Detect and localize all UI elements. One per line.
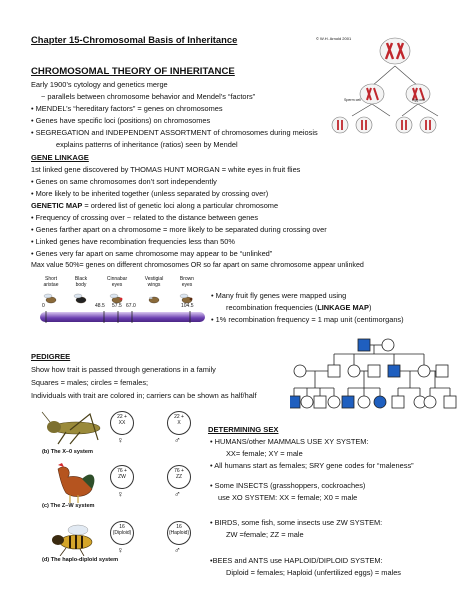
haploid-karyotype xyxy=(167,521,191,545)
map-line: • Linked genes have recombination frequencies less than 50% xyxy=(31,237,235,246)
meiosis-figure xyxy=(316,36,456,154)
pedigree-chart xyxy=(290,336,460,416)
karyotype-autosomes: 22 + xyxy=(174,414,184,420)
sex-item: ZW =female; ZZ = male xyxy=(226,530,304,539)
theory-line: Early 1900’s cytology and genetics merge xyxy=(31,80,168,89)
locus-value: 67.0 xyxy=(126,303,136,309)
karyotype-sex: X xyxy=(177,420,181,426)
trait-label: Vestigial wings xyxy=(144,276,164,288)
locus-value: 0 xyxy=(42,303,45,309)
trait-label: Short aristae xyxy=(43,276,59,288)
haplodiploid-caption: (d) The haplo-diploid system xyxy=(42,557,119,563)
locus-value: 57.5 xyxy=(112,303,122,309)
karyotype-sex: ZW xyxy=(118,474,126,480)
karyotype-autosomes: 22 + xyxy=(117,414,127,420)
linkage-line: • Genes on same chromosomes don’t sort independently xyxy=(31,177,217,186)
xo-caption: (b) The X–0 system xyxy=(42,449,93,455)
male-symbol-icon: ♂ xyxy=(174,489,181,499)
karyotype-sex: ZZ xyxy=(175,474,183,480)
egg-label: Egg cell xyxy=(412,98,425,102)
map-line: • Genes very far apart on same chromosome may appear to be “unlinked” xyxy=(31,249,273,258)
genetic-map-def: = ordered list of genetic loci along a particular chromosome xyxy=(82,201,279,210)
map-line: • Genes farther apart on a chromosome = more likely to be separated during crossing over xyxy=(31,225,327,234)
locus-value: 48.5 xyxy=(95,303,105,309)
linkage-line: 1st linked gene discovered by THOMAS HUNT MORGAN = white eyes in fruit flies xyxy=(31,165,301,174)
bee-image xyxy=(46,522,104,556)
map-note-1b xyxy=(226,303,371,312)
sperm-label: Sperm cell xyxy=(344,98,361,102)
pedigree-line: Individuals with trait are colored in; carriers can be shown as half/half xyxy=(31,391,257,400)
xo-male-karyotype xyxy=(167,411,191,435)
female-symbol-icon: ♀ xyxy=(117,435,124,445)
rooster-image xyxy=(52,463,98,503)
linkage-line: • More likely to be inherited together (unless separated by crossing over) xyxy=(31,189,269,198)
theory-line: • MENDEL’s “hereditary factors” = genes on chromosomes xyxy=(31,104,223,113)
meiosis-diagram xyxy=(316,36,456,154)
zw-caption: (c) The Z–W system xyxy=(42,503,95,509)
theory-line: ~ parallels between chromosome behavior and Mendel’s “factors” xyxy=(41,92,256,101)
map-note-1: • Many fruit fly genes were mapped using xyxy=(211,291,347,300)
trait-label: Brown eyes xyxy=(179,276,195,288)
pedigree-line: Show how trait is passed through generations in a family xyxy=(31,365,216,374)
female-symbol-icon: ♀ xyxy=(117,545,124,555)
theory-heading: CHROMOSOMAL THEORY OF INHERITANCE xyxy=(31,66,235,77)
sex-item: Diploid = females; Haploid (unfertilized eggs) = males xyxy=(226,568,401,577)
theory-line: • Genes have specific loci (positions) on chromosomes xyxy=(31,116,211,125)
map-line: Max value 50%= genes on different chromosomes OR so far apart on same chromosome appear unlinked xyxy=(31,261,364,269)
pedigree-heading: PEDIGREE xyxy=(31,352,71,361)
page-title: Chapter 15-Chromosomal Basis of Inheritance xyxy=(31,34,238,45)
sex-item: • BIRDS, some fish, some insects use ZW SYSTEM: xyxy=(210,518,383,527)
sex-item: use XO SYSTEM: XX = female; X0 = male xyxy=(218,493,358,502)
copyright: © W.H. Arnold 2001 xyxy=(316,36,352,41)
xo-female-karyotype xyxy=(110,411,134,435)
locus-markers xyxy=(40,309,205,325)
map-note-close: ) xyxy=(368,303,372,312)
determining-sex-heading: DETERMINING SEX xyxy=(208,425,279,434)
linkage-map-term: LINKAGE MAP xyxy=(317,303,369,312)
diploid-karyotype xyxy=(110,521,134,545)
map-line: • Frequency of crossing over ~ related to the distance between genes xyxy=(31,213,259,222)
genetic-map-definition xyxy=(31,201,278,210)
sex-item: •BEES and ANTS use HAPLOID/DIPLOID SYSTEM: xyxy=(210,556,383,565)
trait-label: Black body xyxy=(74,276,88,288)
genetic-map-term: GENETIC MAP xyxy=(31,201,83,210)
female-symbol-icon: ♀ xyxy=(117,489,124,499)
trait-label: Cinnabar eyes xyxy=(106,276,128,288)
male-symbol-icon: ♂ xyxy=(174,545,181,555)
sex-item: • HUMANS/other MAMMALS USE XY SYSTEM: xyxy=(210,437,369,446)
karyotype-ploidy: (Haploid) xyxy=(168,530,190,536)
map-note-2: • 1% recombination frequency = 1 map unit (centimorgans) xyxy=(211,315,404,324)
karyotype-count: 16 xyxy=(119,524,125,530)
sex-item: • All humans start as females; SRY gene codes for “maleness” xyxy=(210,461,414,470)
male-symbol-icon: ♂ xyxy=(174,435,181,445)
zw-female-karyotype xyxy=(110,465,134,489)
map-note-text: recombination frequencies ( xyxy=(226,303,318,312)
pedigree-line: Squares = males; circles = females; xyxy=(31,378,149,387)
theory-line: explains patterns of inheritance (ratios) seen by Mendel xyxy=(56,140,238,149)
locus-value: 104.5 xyxy=(181,303,194,309)
karyotype-autosomes: 76 + xyxy=(174,468,184,474)
linkage-map-figure xyxy=(40,276,205,338)
sex-item: XX= female; XY = male xyxy=(226,449,303,458)
karyotype-count: 16 xyxy=(176,524,182,530)
karyotype-autosomes: 76 + xyxy=(117,468,127,474)
sex-item: • Some INSECTS (grasshoppers, cockroaches) xyxy=(210,481,366,490)
theory-line: • SEGREGATION and INDEPENDENT ASSORTMENT of chromosomes during meiosis xyxy=(31,128,318,137)
grasshopper-image xyxy=(40,410,110,448)
karyotype-ploidy: (Diploid) xyxy=(112,530,132,536)
zw-male-karyotype xyxy=(167,465,191,489)
karyotype-sex: XX xyxy=(118,420,126,426)
gene-linkage-heading: GENE LINKAGE xyxy=(31,153,89,162)
